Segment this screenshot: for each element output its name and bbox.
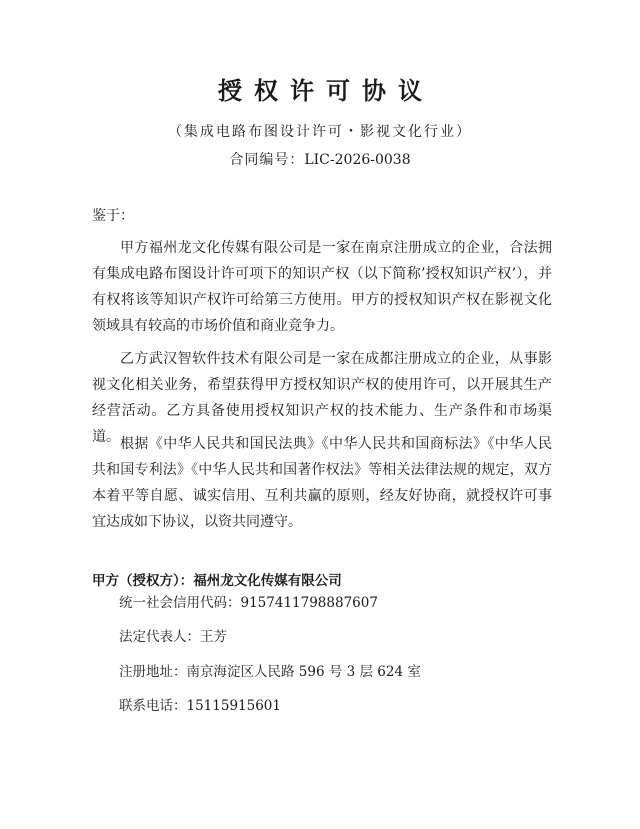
- contract-number-label: 合同编号：: [229, 152, 305, 168]
- party-a-heading: 甲方（授权方）：福州龙文化传媒有限公司: [92, 573, 342, 589]
- party-a-address: 注册地址：南京海淀区人民路 596 号 3 层 624 室: [119, 664, 421, 680]
- document-subtitle: （集成电路布图设计许可・影视文化行业）: [168, 124, 472, 140]
- whereas-heading: 鉴于：: [92, 208, 134, 224]
- contract-number-value: LIC-2026-0038: [304, 152, 411, 168]
- document-title: 授权许可协议: [218, 77, 434, 105]
- recital-paragraph-3: 根据《中华人民共和国民法典》《中华人民共和国商标法》《中华人民共和国专利法》《中华人民共和国著作权法》等相关法律法规的规定，双方本着平等自愿、诚实信用、互利共赢的原则，经友好协商，就授权许可事宜达成如下协议，以资共同遵守。: [92, 436, 552, 530]
- recital-paragraph-2: 乙方武汉智软件技术有限公司是一家在成都注册成立的企业，从事影视文化相关业务，希望获得甲方授权知识产权的使用许可，以开展其生产经营活动。乙方具备使用授权知识产权的技术能力、生产条件和市场渠道。: [92, 351, 552, 445]
- recital-paragraph-1: 甲方福州龙文化传媒有限公司是一家在南京注册成立的企业，合法拥有集成电路布图设计许可项下的知识产权（以下简称’授权知识产权’），并有权将该等知识产权许可给第三方使用。甲方的授权知识产权在影视文化领域具有较高的市场价值和商业竞争力。: [92, 240, 552, 334]
- party-a-phone: 联系电话：15115915601: [119, 698, 281, 714]
- party-a-legal-rep: 法定代表人：王芳: [119, 629, 227, 645]
- party-a-credit-code: 统一社会信用代码：9157411798887607: [119, 595, 378, 611]
- contract-number: [0, 150, 640, 170]
